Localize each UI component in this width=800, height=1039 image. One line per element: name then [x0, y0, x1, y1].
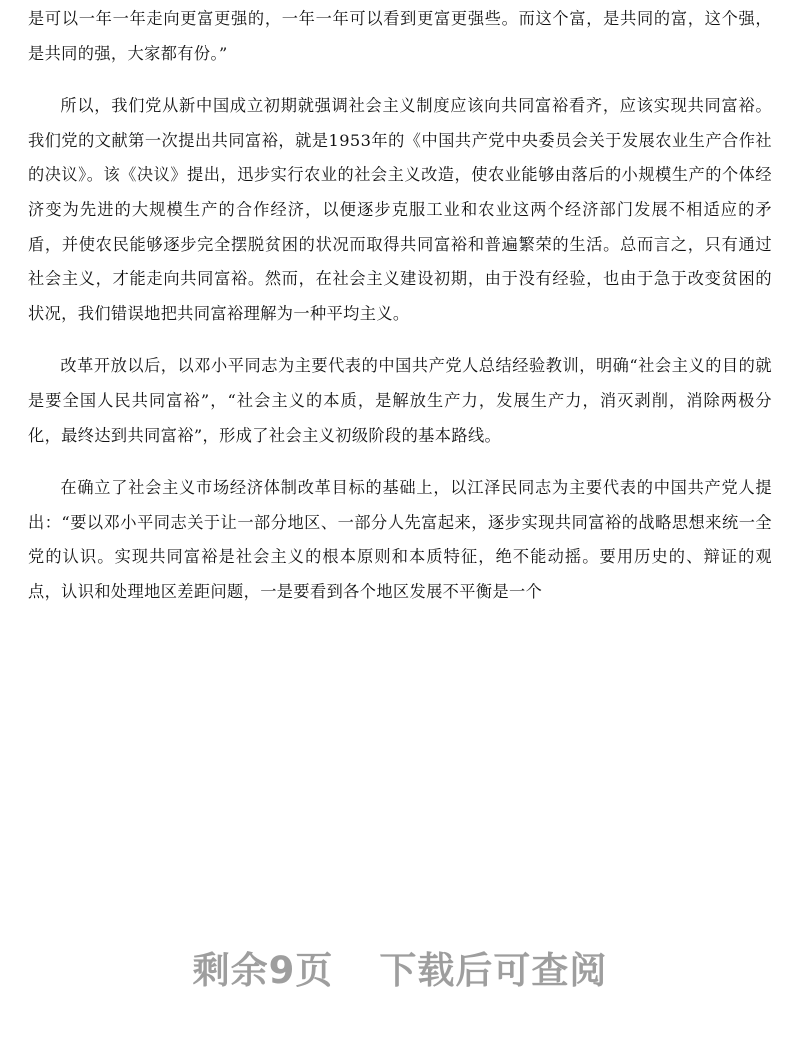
paragraph-2: 所以，我们党从新中国成立初期就强调社会主义制度应该向共同富裕看齐，应该实现共同富裕。我们党的文献第一次提出共同富裕，就是1953年的《中国共产党中央委员会关于发展农业生产合作社的决议》。该《决议》提出，迅步实行农业的社会主义改造，使农业能够由落后的小规模生产的个体经济变为先进的大规模生产的合作经济，以便逐步克服工业和农业这两个经济部门发展不相适应的矛盾，并使农民能够逐步完全摆脱贫困的状况而取得共同富裕和普遍繁荣的生活。总而言之，只有通过社会主义，才能走向共同富裕。然而，在社会主义建设初期，由于没有经验，也由于急于改变贫困的状况，我们错误地把共同富裕理解为一种平均主义。: [28, 96, 772, 323]
remaining-pages-label[interactable]: 剩余9页: [192, 949, 334, 992]
paragraph-4: 在确立了社会主义市场经济体制改革目标的基础上，以江泽民同志为主要代表的中国共产党人提出：“要以邓小平同志关于让一部分地区、一部分人先富起来，逐步实现共同富裕的战略思想来统一全党的认识。实现共同富裕是社会主义的根本原则和本质特征，绝不能动摇。要用历史的、辩证的观点，认识和处理地区差距问题，一是要看到各个地区发展不平衡是一个: [28, 478, 772, 601]
paragraph-1: 是可以一年一年走向更富更强的，一年一年可以看到更富更强些。而这个富，是共同的富，这个强，是共同的强，大家都有份。”: [28, 9, 772, 63]
paragraph-3: 改革开放以后，以邓小平同志为主要代表的中国共产党人总结经验教训，明确“社会主义的目的就是要全国人民共同富裕”，“社会主义的本质，是解放生产力，发展生产力，消灭剥削，消除两极分化，最终达到共同富裕”，形成了社会主义初级阶段的基本路线。: [28, 356, 772, 445]
document-body: [28, 2, 772, 610]
download-to-view-label[interactable]: 下载后可查阅: [379, 949, 608, 992]
download-prompt-banner[interactable]: [0, 940, 800, 994]
